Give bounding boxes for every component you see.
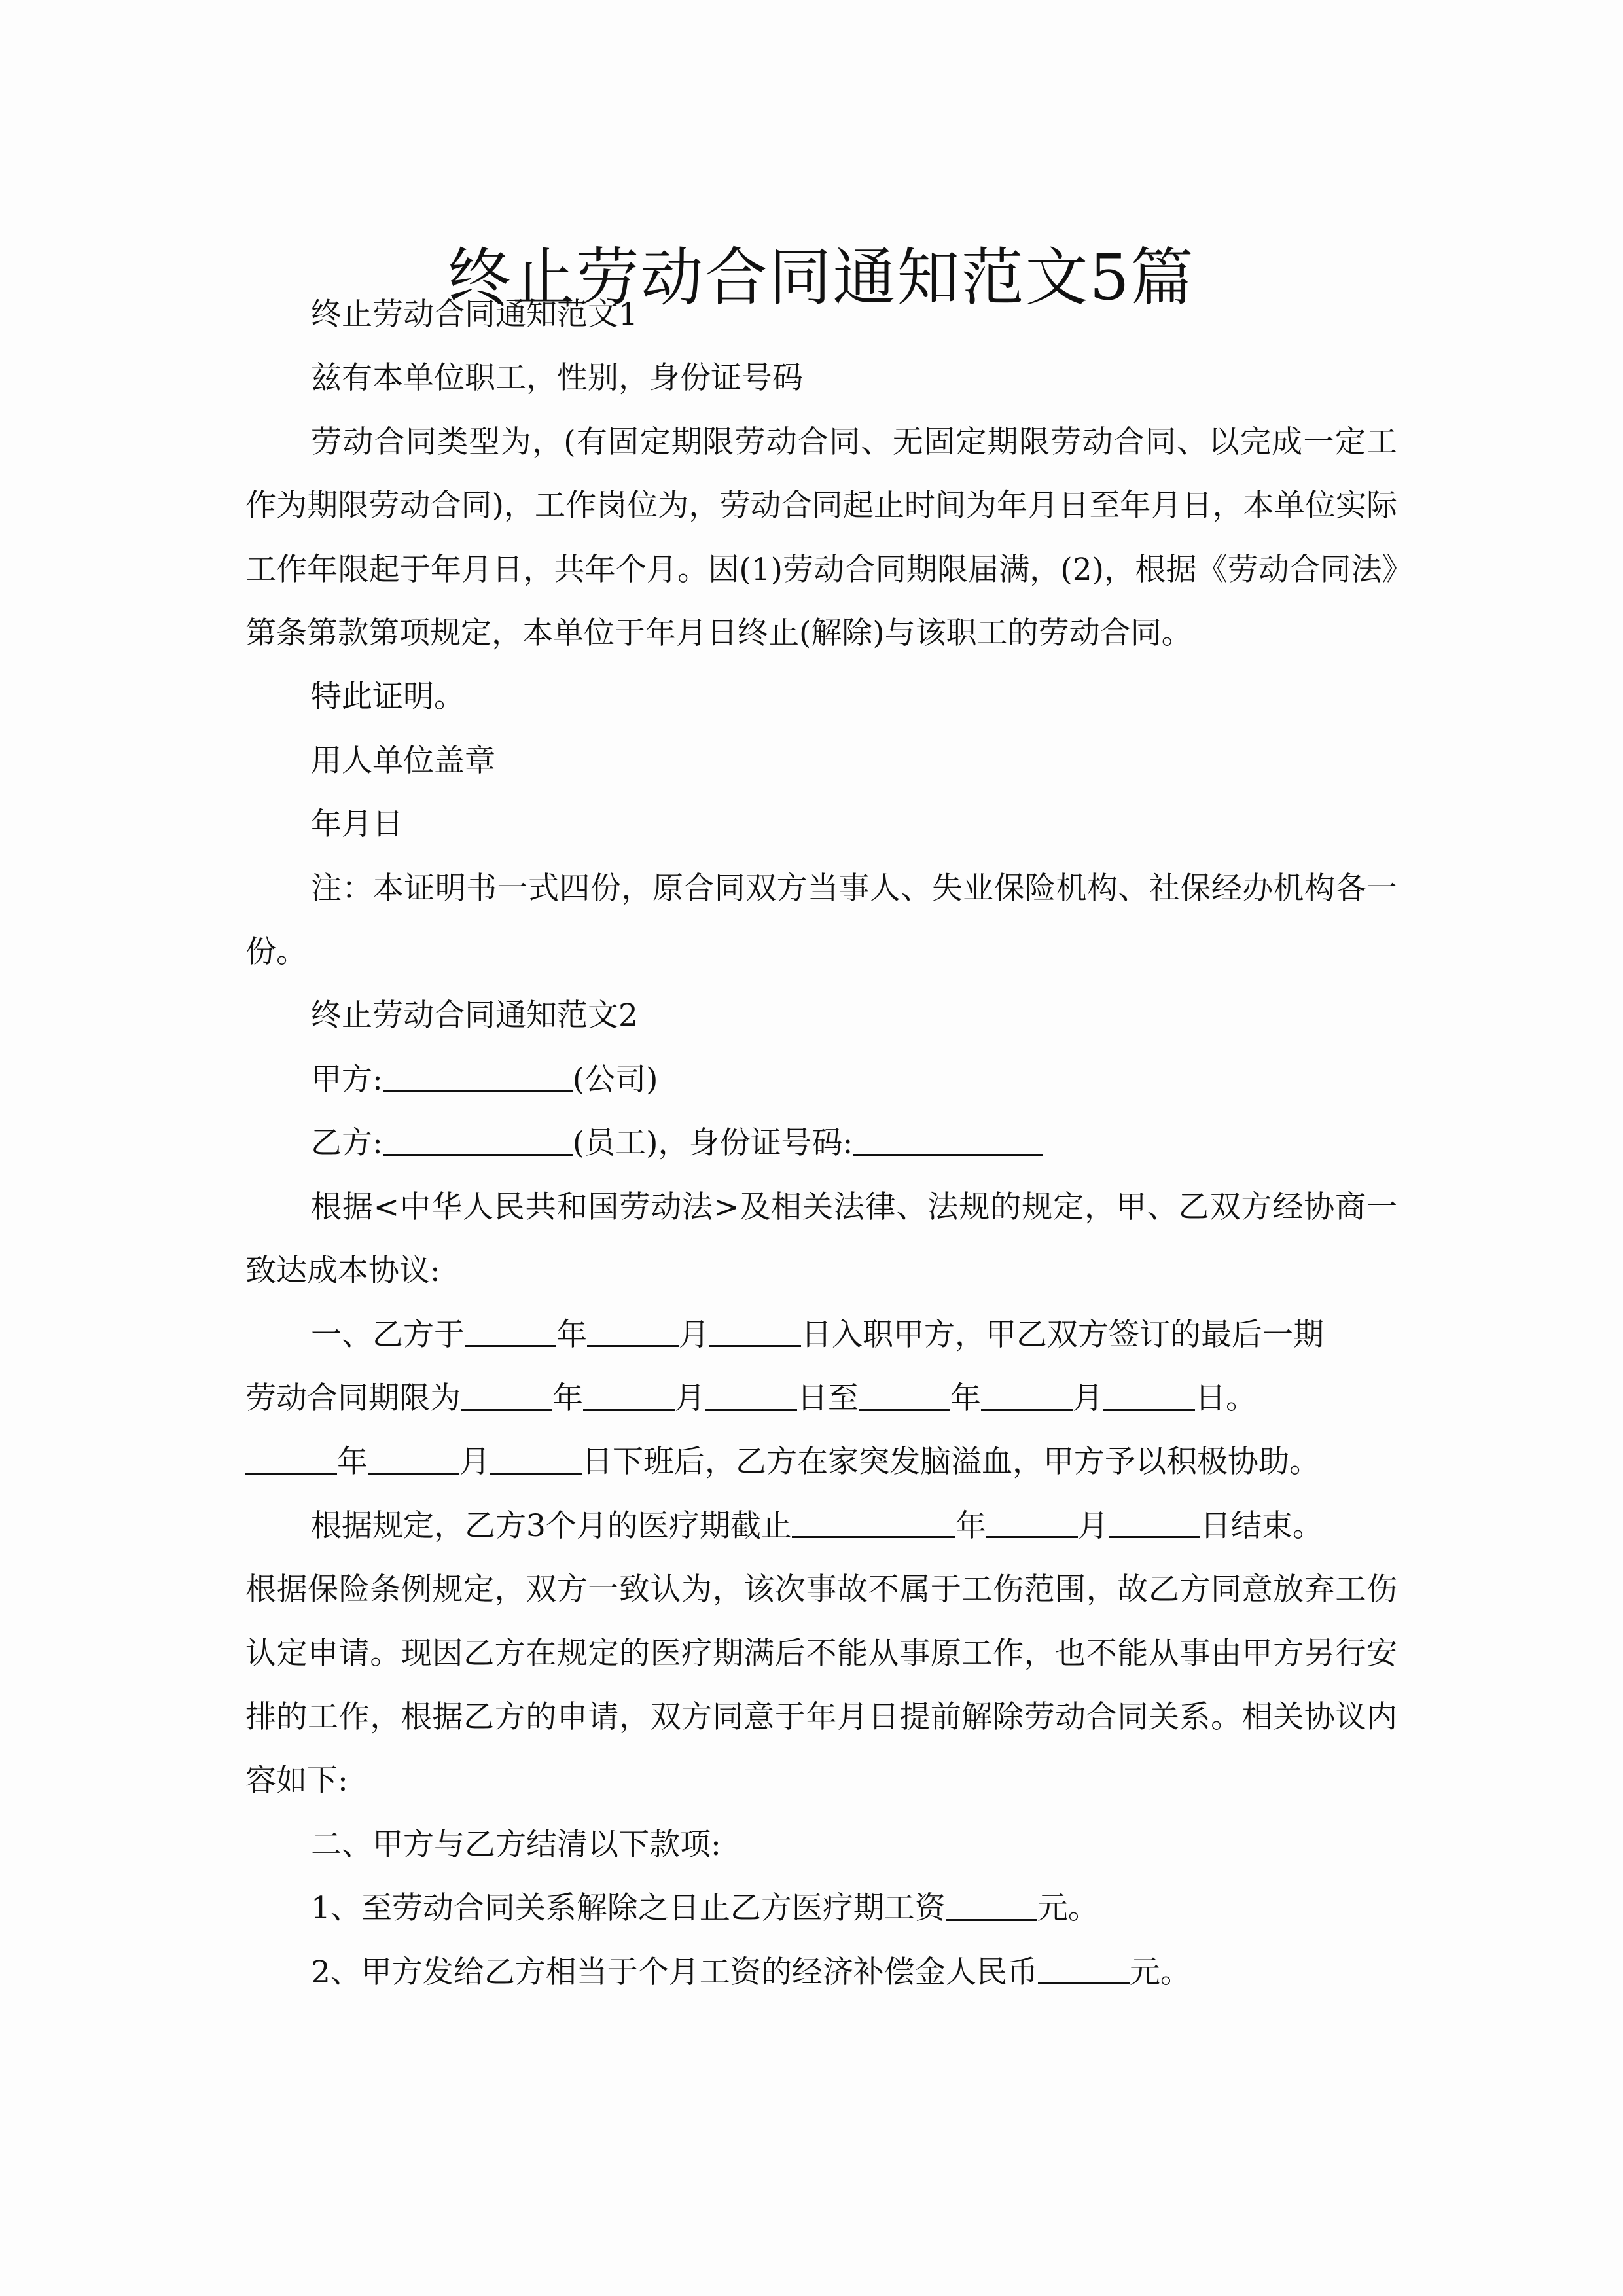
party-a-line (245, 1048, 1397, 1111)
party-b-name-blank[interactable] (383, 1123, 573, 1156)
text: 日下班后，乙方在家突发脑溢血，甲方予以积极协助。 (582, 1444, 1320, 1480)
text: 日结束。 (1200, 1507, 1323, 1544)
party-a-suffix: (公司) (572, 1061, 658, 1098)
text: 日至 (797, 1380, 859, 1416)
day-blank[interactable] (705, 1378, 797, 1411)
clause-2-heading: 二、甲方与乙方结清以下款项: (311, 1826, 721, 1863)
payment-item-2 (245, 1941, 1397, 2004)
id-number-blank[interactable] (853, 1123, 1043, 1156)
text: 月 (1077, 1507, 1109, 1544)
amount-blank[interactable] (1038, 1952, 1130, 1984)
paragraph: 兹有本单位职工，性别，身份证号码 (311, 360, 803, 397)
document-body (245, 283, 1397, 2004)
month-blank[interactable] (587, 1314, 679, 1347)
paragraph: 特此证明。 (311, 679, 465, 715)
year-blank[interactable] (461, 1378, 552, 1411)
party-b-label: 乙方: (311, 1125, 383, 1162)
clause-1-line-1 (245, 1303, 1397, 1367)
text: 年 (556, 1316, 587, 1353)
clause-1-line-3 (245, 1430, 1397, 1494)
text: 根据规定，乙方3个月的医疗期截止 (311, 1507, 792, 1544)
note-paragraph: 注：本证明书一式四份，原合同双方当事人、失业保险机构、社保经办机构各一份。 (245, 870, 1397, 971)
clause-1-line-2 (245, 1367, 1397, 1430)
year-blank[interactable] (792, 1505, 955, 1538)
text: 月 (675, 1380, 705, 1416)
day-blank[interactable] (709, 1314, 801, 1347)
text: 月 (1073, 1380, 1103, 1416)
clause-1 (245, 1303, 1397, 1494)
text: 日入职甲方，甲乙双方签订的最后一期 (801, 1316, 1324, 1353)
year-blank[interactable] (859, 1378, 950, 1411)
text: 年 (337, 1444, 368, 1480)
party-b-suffix: (员工)，身份证号码: (572, 1125, 853, 1162)
party-b-line (245, 1111, 1397, 1175)
month-blank[interactable] (368, 1442, 459, 1475)
amount-blank[interactable] (946, 1888, 1037, 1921)
day-blank[interactable] (1109, 1505, 1200, 1538)
payment-item-1 (245, 1876, 1397, 1940)
text: 劳动合同期限为 (245, 1380, 461, 1416)
text: 一、乙方于 (311, 1316, 465, 1353)
day-blank[interactable] (490, 1442, 582, 1475)
text: 2、甲方发给乙方相当于个月工资的经济补偿金人民币 (311, 1954, 1038, 1990)
text: 年 (950, 1380, 981, 1416)
signature-line: 用人单位盖章 (311, 742, 495, 779)
document-title: 终止劳动合同通知范文5篇 (448, 241, 1195, 315)
text: 月 (459, 1444, 490, 1480)
intro-paragraph: 根据<中华人民共和国劳动法>及相关法律、法规的规定，甲、乙双方经协商一致达成本协议: (245, 1189, 1397, 1289)
month-blank[interactable] (981, 1378, 1073, 1411)
section-heading-1: 终止劳动合同通知范文1 (311, 296, 638, 332)
text: 年 (955, 1507, 986, 1544)
party-a-name-blank[interactable] (383, 1060, 573, 1092)
text: 年 (552, 1380, 583, 1416)
year-blank[interactable] (465, 1314, 556, 1347)
month-blank[interactable] (986, 1505, 1078, 1538)
section-heading-2: 终止劳动合同通知范文2 (311, 997, 638, 1034)
medical-paragraph: 根据保险条例规定，双方一致认为，该次事故不属于工伤范围，故乙方同意放弃工伤认定申请。现因乙方在规定的医疗期满后不能从事原工作，也不能从事由甲方另行安排的工作，根据乙方的申请，双方同意于年月日提前解除劳动合同关系。相关协议内容如下: (245, 1571, 1397, 1799)
text: 元。 (1037, 1890, 1099, 1927)
party-a-label: 甲方: (311, 1061, 383, 1098)
medical-period-line (245, 1494, 1397, 1558)
text: 元。 (1129, 1954, 1191, 1990)
date-line: 年月日 (311, 806, 403, 843)
text: 月 (679, 1316, 709, 1353)
month-blank[interactable] (583, 1378, 675, 1411)
day-blank[interactable] (1103, 1378, 1195, 1411)
year-blank[interactable] (245, 1442, 337, 1475)
text: 1、至劳动合同关系解除之日止乙方医疗期工资 (311, 1890, 946, 1927)
paragraph: 劳动合同类型为，(有固定期限劳动合同、无固定期限劳动合同、以完成一定工作为期限劳动合同)，工作岗位为，劳动合同起止时间为年月日至年月日，本单位实际工作年限起于年月日，共年个月。因(1)劳动合同期限届满，(2)，根据《劳动合同法》第条第款第项规定，本单位于年月日终止(解除)与该职工的劳动合同。 (245, 423, 1397, 652)
text: 日。 (1195, 1380, 1257, 1416)
